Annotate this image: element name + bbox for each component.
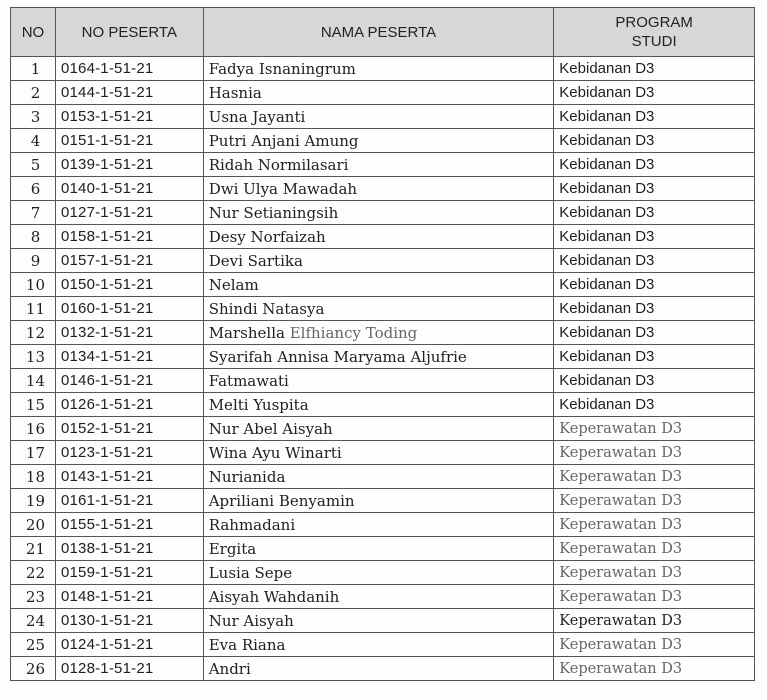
- table-row: [11, 609, 755, 633]
- header-program-line2: STUDI: [631, 33, 677, 50]
- cell-name: Fatmawati: [203, 369, 554, 393]
- cell-id: 0124-1-51-21: [55, 633, 203, 657]
- cell-no: 4: [11, 129, 56, 153]
- cell-id: 0123-1-51-21: [55, 441, 203, 465]
- cell-no: 23: [11, 585, 56, 609]
- cell-no: 5: [11, 153, 56, 177]
- cell-name: Aisyah Wahdanih: [203, 585, 554, 609]
- cell-no: 3: [11, 105, 56, 129]
- table-row: [11, 633, 755, 657]
- cell-no: 6: [11, 177, 56, 201]
- cell-id: 0140-1-51-21: [55, 177, 203, 201]
- cell-name: Wina Ayu Winarti: [203, 441, 554, 465]
- cell-program: Keperawatan D3: [554, 489, 755, 513]
- table-row: [11, 537, 755, 561]
- cell-id: 0144-1-51-21: [55, 81, 203, 105]
- table-row: [11, 225, 755, 249]
- cell-no: 8: [11, 225, 56, 249]
- cell-name: Eva Riana: [203, 633, 554, 657]
- cell-name: Putri Anjani Amung: [203, 129, 554, 153]
- cell-id: 0160-1-51-21: [55, 297, 203, 321]
- table-row: [11, 561, 755, 585]
- cell-no: 16: [11, 417, 56, 441]
- cell-program: Kebidanan D3: [554, 57, 755, 81]
- cell-name-part: Marshella: [208, 323, 285, 342]
- table-row: [11, 489, 755, 513]
- table-row: [11, 129, 755, 153]
- cell-name: Andri: [203, 657, 554, 681]
- cell-id: 0152-1-51-21: [55, 417, 203, 441]
- cell-name: [203, 321, 554, 345]
- cell-id: 0134-1-51-21: [55, 345, 203, 369]
- participant-table: [10, 7, 755, 681]
- cell-program: Keperawatan D3: [554, 633, 755, 657]
- table-row: [11, 657, 755, 681]
- cell-id: 0164-1-51-21: [55, 57, 203, 81]
- cell-name: Nur Aisyah: [203, 609, 554, 633]
- cell-no: 19: [11, 489, 56, 513]
- cell-program: Kebidanan D3: [554, 249, 755, 273]
- cell-id: 0157-1-51-21: [55, 249, 203, 273]
- cell-program: Kebidanan D3: [554, 225, 755, 249]
- cell-no: 11: [11, 297, 56, 321]
- table-row: [11, 273, 755, 297]
- cell-program: Kebidanan D3: [554, 369, 755, 393]
- cell-program: Kebidanan D3: [554, 81, 755, 105]
- table-row: [11, 513, 755, 537]
- cell-program: Kebidanan D3: [554, 201, 755, 225]
- table-row: [11, 393, 755, 417]
- cell-name: Melti Yuspita: [203, 393, 554, 417]
- header-nama-peserta: NAMA PESERTA: [203, 8, 554, 57]
- cell-id: 0130-1-51-21: [55, 609, 203, 633]
- cell-no: 17: [11, 441, 56, 465]
- cell-name: Shindi Natasya: [203, 297, 554, 321]
- cell-name: Ergita: [203, 537, 554, 561]
- table-row: [11, 81, 755, 105]
- table-row: [11, 57, 755, 81]
- header-row: [11, 8, 755, 57]
- cell-program: Kebidanan D3: [554, 273, 755, 297]
- cell-id: 0127-1-51-21: [55, 201, 203, 225]
- cell-program: Keperawatan D3: [554, 465, 755, 489]
- cell-no: 9: [11, 249, 56, 273]
- cell-name: Lusia Sepe: [203, 561, 554, 585]
- table-row: [11, 321, 755, 345]
- cell-id: 0159-1-51-21: [55, 561, 203, 585]
- cell-program: Keperawatan D3: [554, 657, 755, 681]
- header-no: NO: [11, 8, 56, 57]
- cell-program: Kebidanan D3: [554, 321, 755, 345]
- cell-name: Usna Jayanti: [203, 105, 554, 129]
- cell-program: Keperawatan D3: [554, 513, 755, 537]
- table-body: [11, 57, 755, 681]
- cell-id: 0150-1-51-21: [55, 273, 203, 297]
- cell-program: Keperawatan D3: [554, 609, 755, 633]
- cell-no: 26: [11, 657, 56, 681]
- cell-id: 0132-1-51-21: [55, 321, 203, 345]
- table-row: [11, 297, 755, 321]
- cell-no: 7: [11, 201, 56, 225]
- cell-no: 20: [11, 513, 56, 537]
- cell-id: 0151-1-51-21: [55, 129, 203, 153]
- cell-program: Kebidanan D3: [554, 345, 755, 369]
- cell-no: 24: [11, 609, 56, 633]
- cell-id: 0153-1-51-21: [55, 105, 203, 129]
- cell-program: Keperawatan D3: [554, 585, 755, 609]
- cell-program: Kebidanan D3: [554, 129, 755, 153]
- table-row: [11, 249, 755, 273]
- cell-name-part-faint: Elfhiancy Toding: [284, 323, 418, 342]
- cell-no: 22: [11, 561, 56, 585]
- cell-id: 0158-1-51-21: [55, 225, 203, 249]
- cell-program: Kebidanan D3: [554, 393, 755, 417]
- cell-no: 13: [11, 345, 56, 369]
- cell-name: Syarifah Annisa Maryama Aljufrie: [203, 345, 554, 369]
- table-row: [11, 369, 755, 393]
- cell-name: Nelam: [203, 273, 554, 297]
- cell-name: Rahmadani: [203, 513, 554, 537]
- table-row: [11, 417, 755, 441]
- table-row: [11, 105, 755, 129]
- cell-no: 18: [11, 465, 56, 489]
- cell-program: Keperawatan D3: [554, 561, 755, 585]
- cell-id: 0143-1-51-21: [55, 465, 203, 489]
- table-row: [11, 201, 755, 225]
- cell-name: Hasnia: [203, 81, 554, 105]
- cell-no: 14: [11, 369, 56, 393]
- cell-name: Fadya Isnaningrum: [203, 57, 554, 81]
- cell-name: Dwi Ulya Mawadah: [203, 177, 554, 201]
- table-row: [11, 345, 755, 369]
- cell-program: Kebidanan D3: [554, 297, 755, 321]
- cell-name: Desy Norfaizah: [203, 225, 554, 249]
- cell-id: 0138-1-51-21: [55, 537, 203, 561]
- header-program-studi: [554, 8, 755, 57]
- cell-name: Ridah Normilasari: [203, 153, 554, 177]
- cell-program: Kebidanan D3: [554, 105, 755, 129]
- cell-name: Nur Setianingsih: [203, 201, 554, 225]
- table-row: [11, 465, 755, 489]
- cell-id: 0146-1-51-21: [55, 369, 203, 393]
- cell-program: Keperawatan D3: [554, 417, 755, 441]
- table-row: [11, 153, 755, 177]
- table-row: [11, 441, 755, 465]
- cell-program: Kebidanan D3: [554, 177, 755, 201]
- cell-program: Keperawatan D3: [554, 537, 755, 561]
- cell-id: 0155-1-51-21: [55, 513, 203, 537]
- cell-id: 0139-1-51-21: [55, 153, 203, 177]
- table-row: [11, 585, 755, 609]
- cell-id: 0128-1-51-21: [55, 657, 203, 681]
- cell-name: Devi Sartika: [203, 249, 554, 273]
- header-program-line1: PROGRAM: [615, 14, 693, 31]
- cell-no: 1: [11, 57, 56, 81]
- cell-id: 0148-1-51-21: [55, 585, 203, 609]
- cell-no: 21: [11, 537, 56, 561]
- cell-program: Kebidanan D3: [554, 153, 755, 177]
- cell-no: 15: [11, 393, 56, 417]
- cell-name: Apriliani Benyamin: [203, 489, 554, 513]
- table-row: [11, 177, 755, 201]
- cell-id: 0161-1-51-21: [55, 489, 203, 513]
- cell-no: 25: [11, 633, 56, 657]
- cell-id: 0126-1-51-21: [55, 393, 203, 417]
- cell-no: 10: [11, 273, 56, 297]
- cell-name: Nurianida: [203, 465, 554, 489]
- table-header: [11, 8, 755, 57]
- cell-program: Keperawatan D3: [554, 441, 755, 465]
- cell-name: Nur Abel Aisyah: [203, 417, 554, 441]
- cell-no: 2: [11, 81, 56, 105]
- header-no-peserta: NO PESERTA: [55, 8, 203, 57]
- cell-no: 12: [11, 321, 56, 345]
